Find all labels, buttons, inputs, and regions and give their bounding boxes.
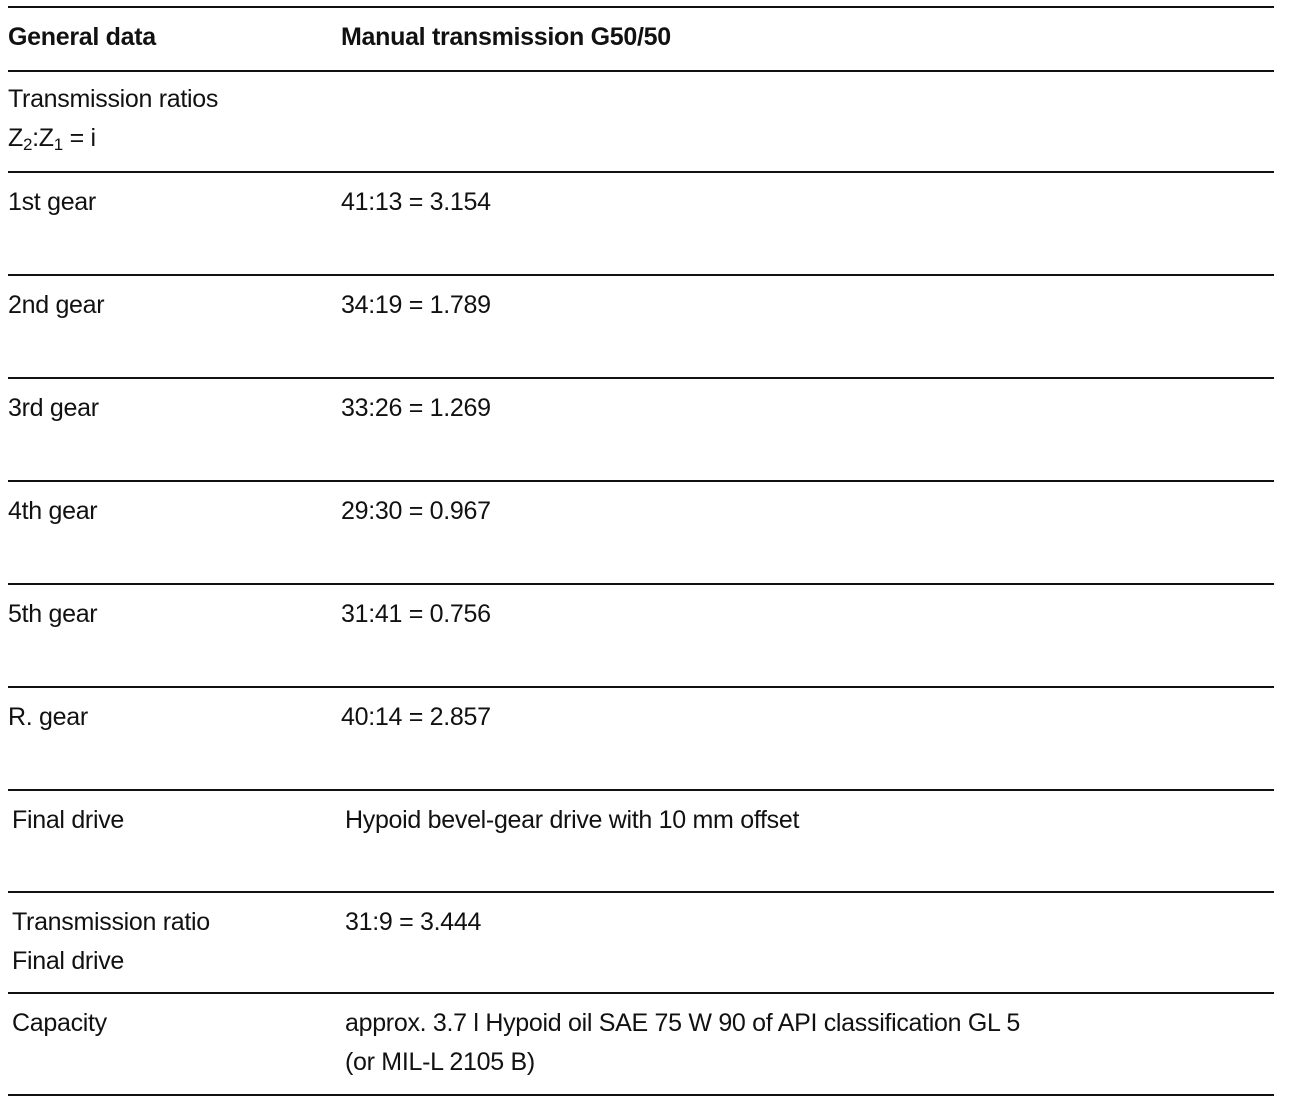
gear-label: 2nd gear — [8, 291, 105, 319]
final-ratio-label-line2: Final drive — [12, 947, 125, 975]
header-row — [8, 8, 1274, 72]
gear-label: R. gear — [8, 703, 88, 731]
final-drive-value: Hypoid bevel-gear drive with 10 mm offset — [345, 806, 800, 834]
gear-row-3rd — [8, 379, 1274, 482]
gear-ratio-value: 40:14 = 2.857 — [341, 703, 491, 731]
final-ratio-row — [8, 893, 1274, 994]
final-drive-label: Final drive — [12, 806, 125, 834]
gear-label: 1st gear — [8, 188, 96, 216]
capacity-label: Capacity — [12, 1009, 107, 1037]
final-ratio-label — [12, 903, 210, 981]
gear-row-5th — [8, 585, 1274, 688]
gear-row-reverse — [8, 688, 1274, 791]
gear-ratio-value: 33:26 = 1.269 — [341, 394, 491, 422]
gear-label: 5th gear — [8, 600, 98, 628]
transmission-ratios-title: Transmission ratios — [8, 85, 219, 113]
gear-ratio-value: 29:30 = 0.967 — [341, 497, 491, 525]
spec-table — [8, 6, 1274, 1096]
transmission-ratios-formula: $Z_2:Z_1 = i$ — [8, 124, 96, 154]
capacity-row — [8, 994, 1274, 1096]
gear-ratio-value: 41:13 = 3.154 — [341, 188, 491, 216]
gear-label: 4th gear — [8, 497, 98, 525]
gear-row-2nd — [8, 276, 1274, 379]
final-ratio-value: 31:9 = 3.444 — [345, 908, 482, 936]
gear-row-4th — [8, 482, 1274, 585]
final-drive-row — [8, 791, 1274, 893]
transmission-ratios-row — [8, 72, 1274, 173]
header-transmission-type: Manual transmission G50/50 — [341, 23, 671, 51]
final-ratio-label-line1: Transmission ratio — [12, 908, 210, 936]
capacity-value-line1: approx. 3.7 l Hypoid oil SAE 75 W 90 of API classification GL 5 — [345, 1009, 1020, 1037]
gear-ratio-value: 34:19 = 1.789 — [341, 291, 491, 319]
gear-ratio-value: 31:41 = 0.756 — [341, 600, 491, 628]
capacity-value-line2: (or MIL-L 2105 B) — [345, 1048, 535, 1076]
transmission-ratios-label — [8, 80, 218, 164]
header-general-data: General data — [8, 23, 156, 51]
gear-row-1st — [8, 173, 1274, 276]
capacity-value — [345, 1004, 1020, 1082]
gear-label: 3rd gear — [8, 394, 99, 422]
